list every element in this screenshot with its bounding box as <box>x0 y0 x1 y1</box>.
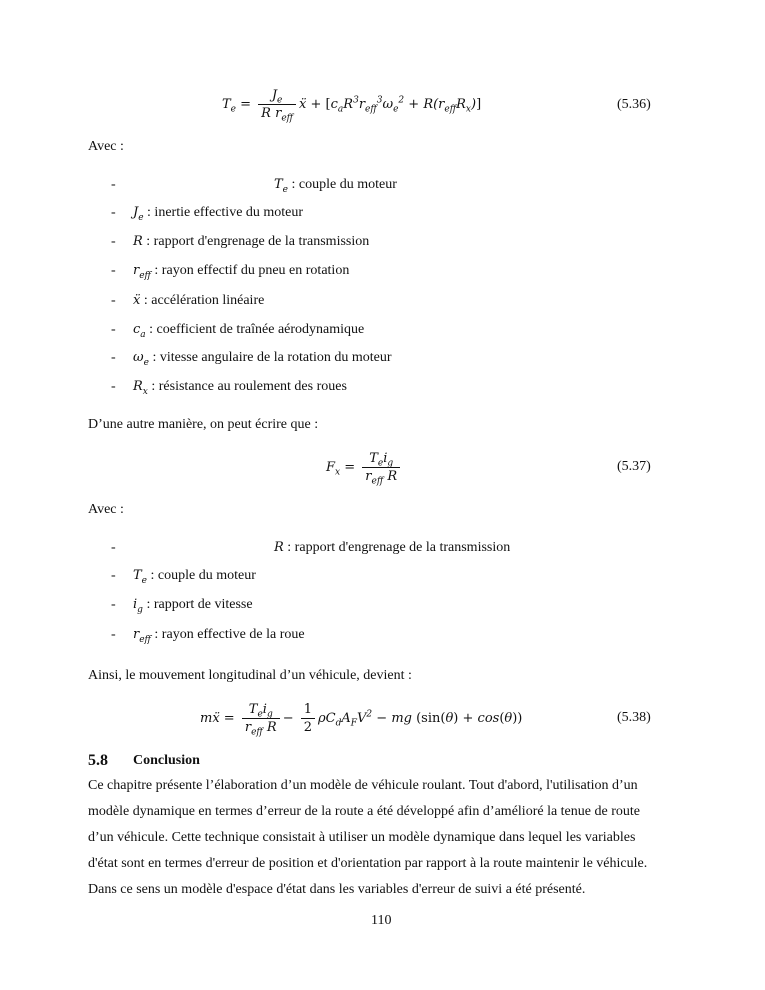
paragraph-line: Dans ce sens un modèle d'espace d'état dans les variables d'erreur de suivi a été présenté. <box>88 882 586 897</box>
symbol-description: : vitesse angulaire de la rotation du moteur <box>148 350 392 365</box>
symbol: i <box>133 597 138 612</box>
list-dash: - <box>111 627 116 642</box>
list-item <box>133 626 305 643</box>
fraction-je-over-r-reff: $\frac{J_e}{R r_{eff}}$ <box>258 88 296 121</box>
symbol-subscript: g <box>137 604 143 615</box>
equation-5-36: $T_e$ = $\frac{J_e}{R r_{eff}}$ ẍ + $[c_aR^3r_{eff}^3\omega_e^2 + R(r_{eff}R_x)]$ <box>222 88 482 124</box>
paragraph-line: modèle dynamique en termes d’erreur de la route a été développé afin d’amélioré la tenue de route <box>88 804 640 819</box>
list-item <box>133 292 264 309</box>
symbol: R <box>274 540 284 555</box>
page-number: 110 <box>371 913 392 928</box>
intro-equation-5-38: Ainsi, le mouvement longitudinal d’un véhicule, devient : <box>88 668 412 683</box>
list-item <box>274 176 397 193</box>
list-dash: - <box>111 263 116 278</box>
equation-5-37: $F_x$ = $\frac{T_ei_g}{r_{eff} R}$ <box>326 451 403 484</box>
equation-5-38: mẍ = $\frac{T_ei_g}{r_{eff} R}$ − $\frac{1}{2}$ $\rho C_dA_FV^2$ − mg (sin(θ) + cos(θ)) <box>200 702 523 738</box>
avec-label-2: Avec : <box>88 502 124 517</box>
fraction-te-ig-over-reff-r: $\frac{T_ei_g}{r_{eff} R}$ <box>362 451 400 484</box>
list-dash: - <box>111 322 116 337</box>
equation-number-5-38: (5.38) <box>617 710 651 725</box>
symbol-description: : rayon effective de la roue <box>150 627 305 642</box>
paragraph-line: Ce chapitre présente l’élaboration d’un modèle de véhicule roulant. Tout d'abord, l'utilisation d’un <box>88 778 638 793</box>
list-dash: - <box>111 350 116 365</box>
list-item <box>133 596 253 613</box>
symbol: r <box>133 263 140 278</box>
list-dash: - <box>111 177 116 192</box>
symbol-subscript: eff <box>139 270 151 281</box>
conclusion-paragraph <box>88 773 678 903</box>
equation-number-5-36: (5.36) <box>617 97 651 112</box>
symbol-description: : rapport de vitesse <box>142 597 253 612</box>
symbol-description: : rayon effectif du pneu en rotation <box>150 263 350 278</box>
list-item <box>133 233 369 250</box>
list-dash: - <box>111 540 116 555</box>
symbol: ẍ <box>133 293 141 308</box>
paragraph-line: d'état sont en termes d'erreur de position et d'orientation par rapport à la route maintenir le véhicule. <box>88 856 648 871</box>
paragraph-line: d’un véhicule. Cette technique consistait à utiliser un modèle dynamique dans lequel les variables <box>88 830 636 845</box>
list-dash: - <box>111 568 116 583</box>
list-item <box>133 378 347 395</box>
list-item <box>274 539 510 556</box>
symbol-subscript: e <box>143 357 149 368</box>
symbol-description: : couple du moteur <box>288 177 397 192</box>
avec-label-1: Avec : <box>88 139 124 154</box>
list-item <box>133 567 256 584</box>
symbol-description: : rapport d'engrenage de la transmission <box>142 234 370 249</box>
symbol-description: : coefficient de traînée aérodynamique <box>145 322 365 337</box>
list-dash: - <box>111 234 116 249</box>
symbol: T <box>274 177 283 192</box>
symbol-subscript: a <box>140 329 146 340</box>
fraction-one-half: $\frac{1}{2}$ <box>301 702 315 735</box>
symbol: r <box>133 627 140 642</box>
equation-number-5-37: (5.37) <box>617 459 651 474</box>
symbol-subscript: e <box>282 184 288 195</box>
symbol: R <box>133 234 143 249</box>
symbol-subscript: x <box>142 386 148 397</box>
fraction-te-ig-over-reff-r-2: $\frac{T_ei_g}{r_{eff} R}$ <box>242 702 280 735</box>
symbol: R <box>133 379 143 394</box>
symbol: ω <box>133 350 144 365</box>
list-item <box>133 349 392 366</box>
symbol-subscript: e <box>138 212 144 223</box>
list-dash: - <box>111 379 116 394</box>
symbol: T <box>133 568 142 583</box>
section-title: Conclusion <box>133 753 200 768</box>
symbol: c <box>133 322 141 337</box>
symbol-description: : inertie effective du moteur <box>143 205 304 220</box>
symbol-description: : rapport d'engrenage de la transmission <box>283 540 511 555</box>
list-dash: - <box>111 205 116 220</box>
symbol: J <box>133 205 139 220</box>
symbol-subscript: e <box>141 575 147 586</box>
symbol-description: : résistance au roulement des roues <box>147 379 347 394</box>
section-number: 5.8 <box>88 752 108 769</box>
list-item <box>133 204 303 221</box>
intro-equation-5-37: D’une autre manière, on peut écrire que : <box>88 417 319 432</box>
symbol-description: : accélération linéaire <box>140 293 265 308</box>
list-item <box>133 321 364 338</box>
list-item <box>133 262 349 279</box>
symbol-description: : couple du moteur <box>147 568 256 583</box>
list-dash: - <box>111 597 116 612</box>
list-dash: - <box>111 293 116 308</box>
symbol-subscript: eff <box>139 634 151 645</box>
